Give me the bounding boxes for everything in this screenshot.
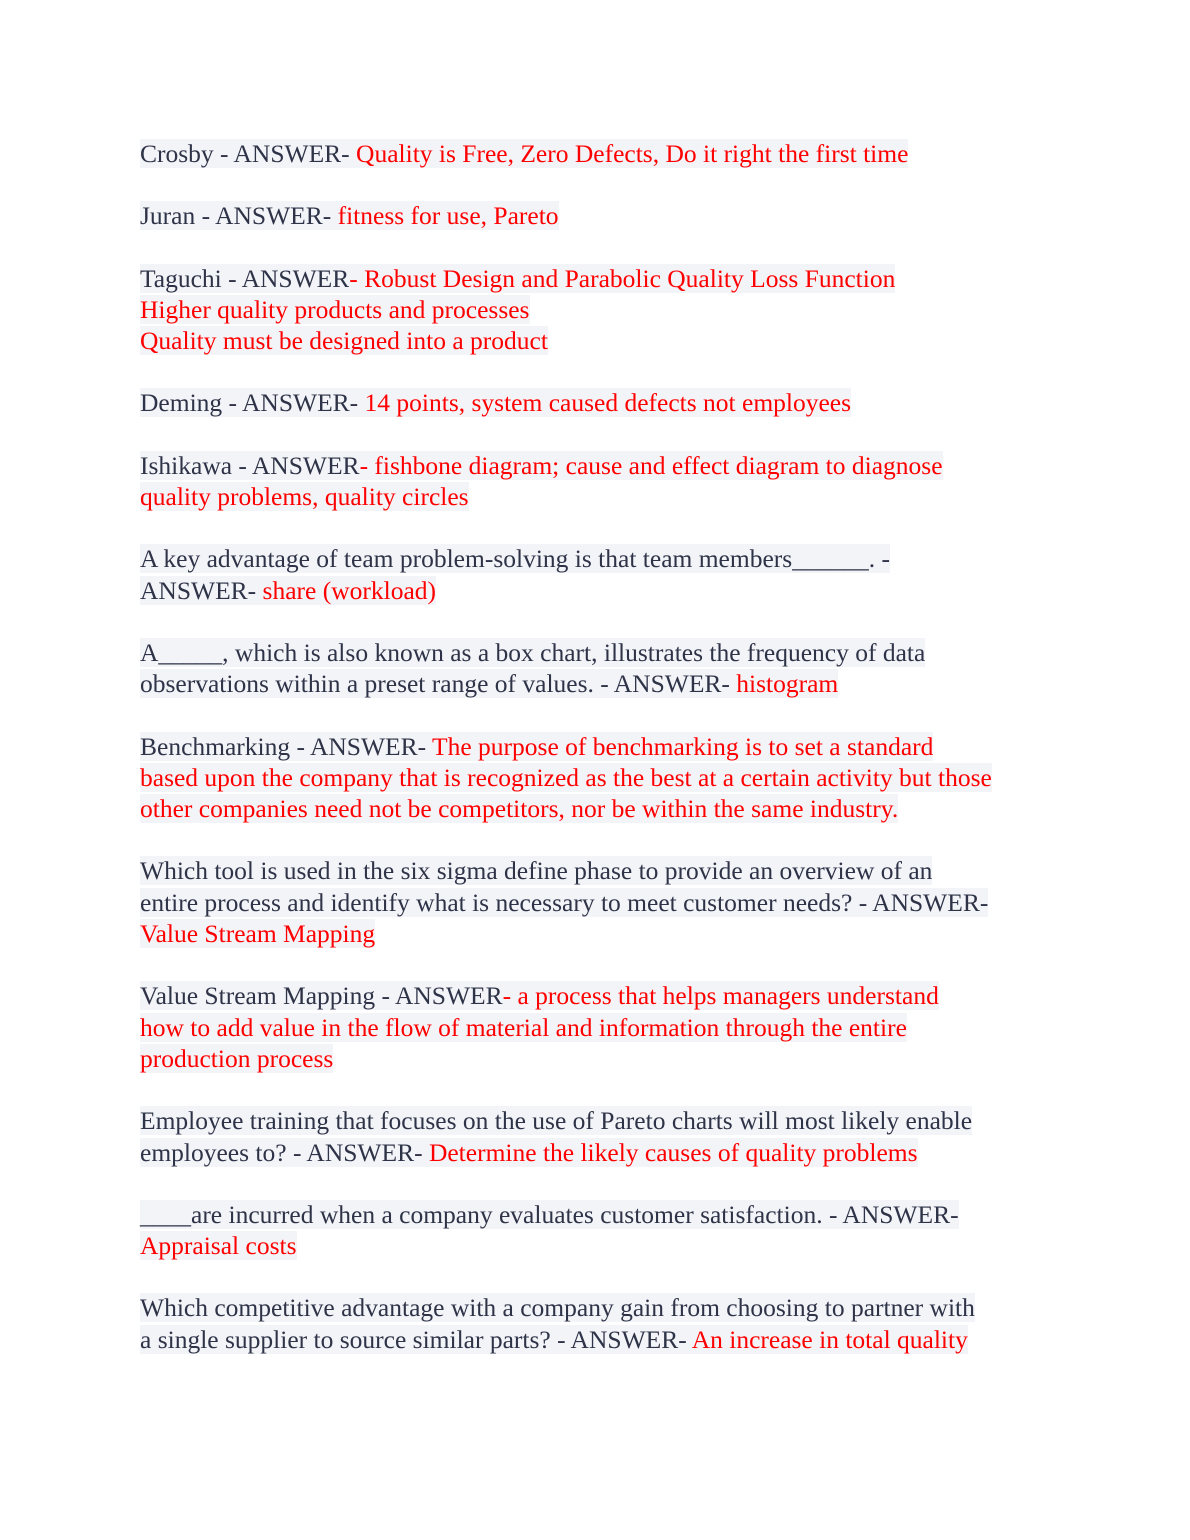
qa-item xyxy=(140,855,1055,949)
document-page xyxy=(140,138,1055,1386)
question-text: ANSWER- xyxy=(140,575,263,605)
question-text: Which competitive advantage with a company gain from choosing to partner with xyxy=(140,1293,975,1323)
qa-line xyxy=(140,637,1055,668)
answer-text: Higher quality products and processes xyxy=(140,294,530,324)
qa-line xyxy=(140,1012,1055,1043)
qa-item xyxy=(140,731,1055,825)
answer-text: - fishbone diagram; cause and effect diagram to diagnose xyxy=(359,450,943,480)
question-text: Crosby - ANSWER- xyxy=(140,139,357,168)
qa-line xyxy=(140,793,1055,824)
question-text: entire process and identify what is necessary to meet customer needs? - ANSWER- xyxy=(140,887,989,917)
qa-line xyxy=(140,1137,1055,1168)
answer-text: The purpose of benchmarking is to set a standard xyxy=(432,731,934,761)
qa-line xyxy=(140,325,1055,356)
qa-item xyxy=(140,450,1055,513)
qa-line xyxy=(140,668,1055,699)
qa-line xyxy=(140,481,1055,512)
question-text: Value Stream Mapping - ANSWER xyxy=(140,981,503,1011)
qa-line xyxy=(140,1324,1055,1355)
qa-line xyxy=(140,1199,1055,1230)
question-text: Which tool is used in the six sigma define phase to provide an overview of an xyxy=(140,856,933,886)
answer-text: Quality is Free, Zero Defects, Do it right the first time xyxy=(356,139,909,168)
qa-list xyxy=(140,138,1055,1355)
qa-line xyxy=(140,980,1055,1011)
answer-text: fitness for use, Pareto xyxy=(337,201,559,231)
answer-text: production process xyxy=(140,1043,334,1073)
answer-text: An increase in total quality xyxy=(691,1324,968,1354)
question-text: Deming - ANSWER- xyxy=(140,388,365,418)
qa-line xyxy=(140,200,1055,231)
qa-line xyxy=(140,450,1055,481)
qa-line xyxy=(140,138,1055,169)
question-text: employees to? - ANSWER- xyxy=(140,1137,429,1167)
question-text: a single supplier to source similar parts? - ANSWER- xyxy=(140,1324,692,1354)
question-text: Benchmarking - ANSWER- xyxy=(140,731,433,761)
answer-text: - a process that helps managers understand xyxy=(502,981,939,1011)
qa-line xyxy=(140,294,1055,325)
qa-line xyxy=(140,263,1055,294)
qa-item xyxy=(140,637,1055,700)
answer-text: based upon the company that is recognized as the best at a certain activity but those xyxy=(140,762,992,792)
qa-line xyxy=(140,731,1055,762)
answer-text: Quality must be designed into a product xyxy=(140,326,548,356)
qa-item xyxy=(140,387,1055,418)
answer-text: Value Stream Mapping xyxy=(140,919,376,949)
qa-line xyxy=(140,543,1055,574)
question-text: Taguchi - ANSWER xyxy=(140,263,350,293)
qa-line xyxy=(140,887,1055,918)
qa-item xyxy=(140,138,1055,169)
qa-line xyxy=(140,1230,1055,1261)
qa-line xyxy=(140,1292,1055,1323)
qa-line xyxy=(140,762,1055,793)
question-text: A_____, which is also known as a box chart, illustrates the frequency of data xyxy=(140,637,926,667)
answer-text: Determine the likely causes of quality problems xyxy=(428,1137,918,1167)
qa-line xyxy=(140,1105,1055,1136)
qa-line xyxy=(140,1043,1055,1074)
question-text: ____are incurred when a company evaluates customer satisfaction. - ANSWER- xyxy=(140,1199,959,1229)
answer-text: how to add value in the flow of material and information through the entire xyxy=(140,1012,907,1042)
question-text: Juran - ANSWER- xyxy=(140,201,338,231)
answer-text: share (workload) xyxy=(262,575,437,605)
qa-item xyxy=(140,543,1055,606)
qa-line xyxy=(140,918,1055,949)
question-text: A key advantage of team problem-solving is that team members______. - xyxy=(140,544,890,574)
qa-item xyxy=(140,980,1055,1074)
answer-text: - Robust Design and Parabolic Quality Loss Function xyxy=(349,263,896,293)
qa-line xyxy=(140,387,1055,418)
answer-text: quality problems, quality circles xyxy=(140,482,469,512)
answer-text: histogram xyxy=(736,669,839,699)
qa-item xyxy=(140,1199,1055,1262)
qa-item xyxy=(140,1292,1055,1355)
qa-item xyxy=(140,1105,1055,1168)
question-text: Ishikawa - ANSWER xyxy=(140,450,360,480)
qa-item xyxy=(140,200,1055,231)
answer-text: 14 points, system caused defects not employees xyxy=(364,388,852,418)
question-text: Employee training that focuses on the use of Pareto charts will most likely enable xyxy=(140,1106,973,1136)
qa-line xyxy=(140,855,1055,886)
question-text: observations within a preset range of values. - ANSWER- xyxy=(140,669,737,699)
qa-item xyxy=(140,263,1055,357)
answer-text: Appraisal costs xyxy=(140,1231,297,1261)
qa-line xyxy=(140,575,1055,606)
answer-text: other companies need not be competitors, nor be within the same industry. xyxy=(140,794,899,824)
